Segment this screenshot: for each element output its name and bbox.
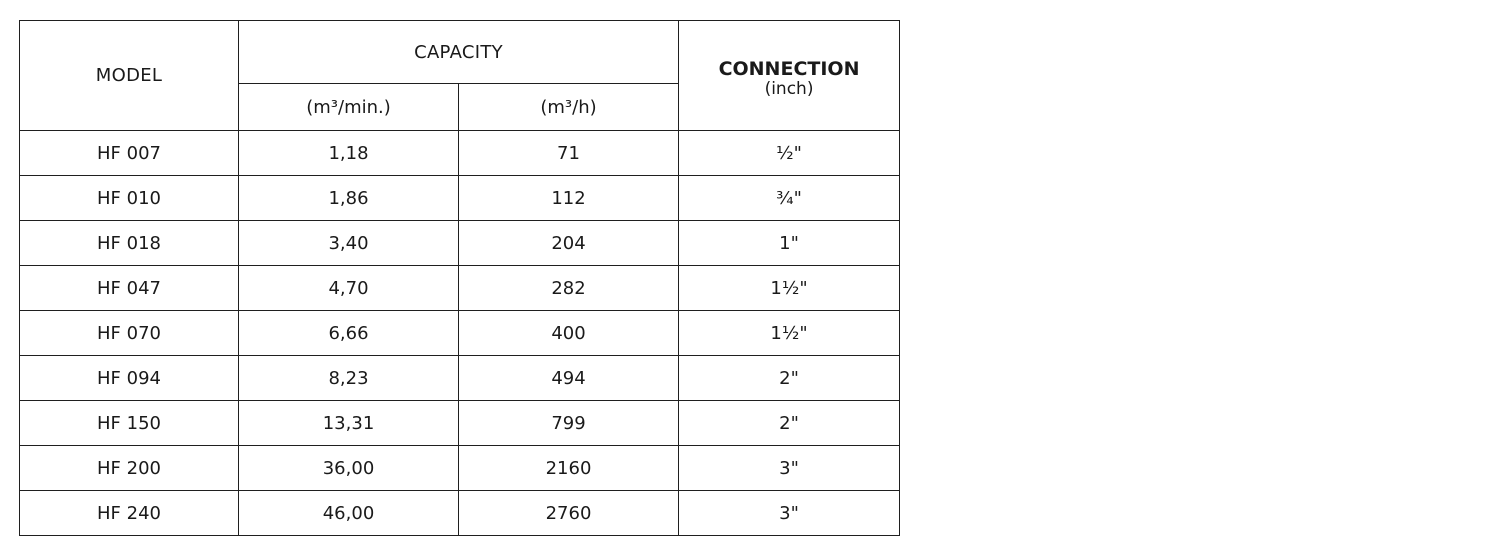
model-cell: HF 240 [20,491,239,536]
capacity-m3-h-cell: 204 [459,221,679,266]
capacity-m3-min-cell: 36,00 [239,446,459,491]
connection-cell: 3" [679,491,900,536]
model-header: MODEL [20,21,239,131]
model-cell: HF 150 [20,401,239,446]
connection-header-title: CONNECTION [718,57,860,80]
model-cell: HF 200 [20,446,239,491]
capacity-m3-min-cell: 13,31 [239,401,459,446]
connection-cell: 1" [679,221,900,266]
spec-table [19,20,900,536]
model-cell: HF 094 [20,356,239,401]
model-cell: HF 018 [20,221,239,266]
connection-cell: 3" [679,446,900,491]
table-row [20,311,900,356]
table-row [20,491,900,536]
table-row [20,131,900,176]
capacity-m3-h-cell: 71 [459,131,679,176]
capacity-m3-h-cell: 282 [459,266,679,311]
connection-header-unit: (inch) [764,78,814,99]
capacity-m3-min-cell: 3,40 [239,221,459,266]
header-row-top [20,21,900,84]
model-cell: HF 007 [20,131,239,176]
model-cell: HF 070 [20,311,239,356]
capacity-m3-min-cell: 46,00 [239,491,459,536]
model-cell: HF 010 [20,176,239,221]
capacity-m3-h-cell: 400 [459,311,679,356]
table-row [20,401,900,446]
unit-m3-per-min-header: (m³/min.) [239,84,459,131]
connection-header [679,21,900,131]
connection-cell: ¾" [679,176,900,221]
table-row [20,266,900,311]
unit-m3-per-h-header: (m³/h) [459,84,679,131]
capacity-header: CAPACITY [239,21,679,84]
connection-cell: 1½" [679,311,900,356]
capacity-m3-min-cell: 6,66 [239,311,459,356]
table-row [20,176,900,221]
table-row [20,221,900,266]
capacity-m3-min-cell: 8,23 [239,356,459,401]
capacity-m3-min-cell: 1,18 [239,131,459,176]
connection-cell: 2" [679,401,900,446]
capacity-m3-h-cell: 2160 [459,446,679,491]
model-cell: HF 047 [20,266,239,311]
connection-cell: 1½" [679,266,900,311]
capacity-m3-h-cell: 112 [459,176,679,221]
table-body [20,131,900,536]
capacity-m3-min-cell: 1,86 [239,176,459,221]
capacity-m3-h-cell: 494 [459,356,679,401]
capacity-m3-min-cell: 4,70 [239,266,459,311]
table-header [20,21,900,131]
connection-cell: 2" [679,356,900,401]
capacity-m3-h-cell: 799 [459,401,679,446]
table-row [20,446,900,491]
capacity-m3-h-cell: 2760 [459,491,679,536]
table-row [20,356,900,401]
connection-cell: ½" [679,131,900,176]
